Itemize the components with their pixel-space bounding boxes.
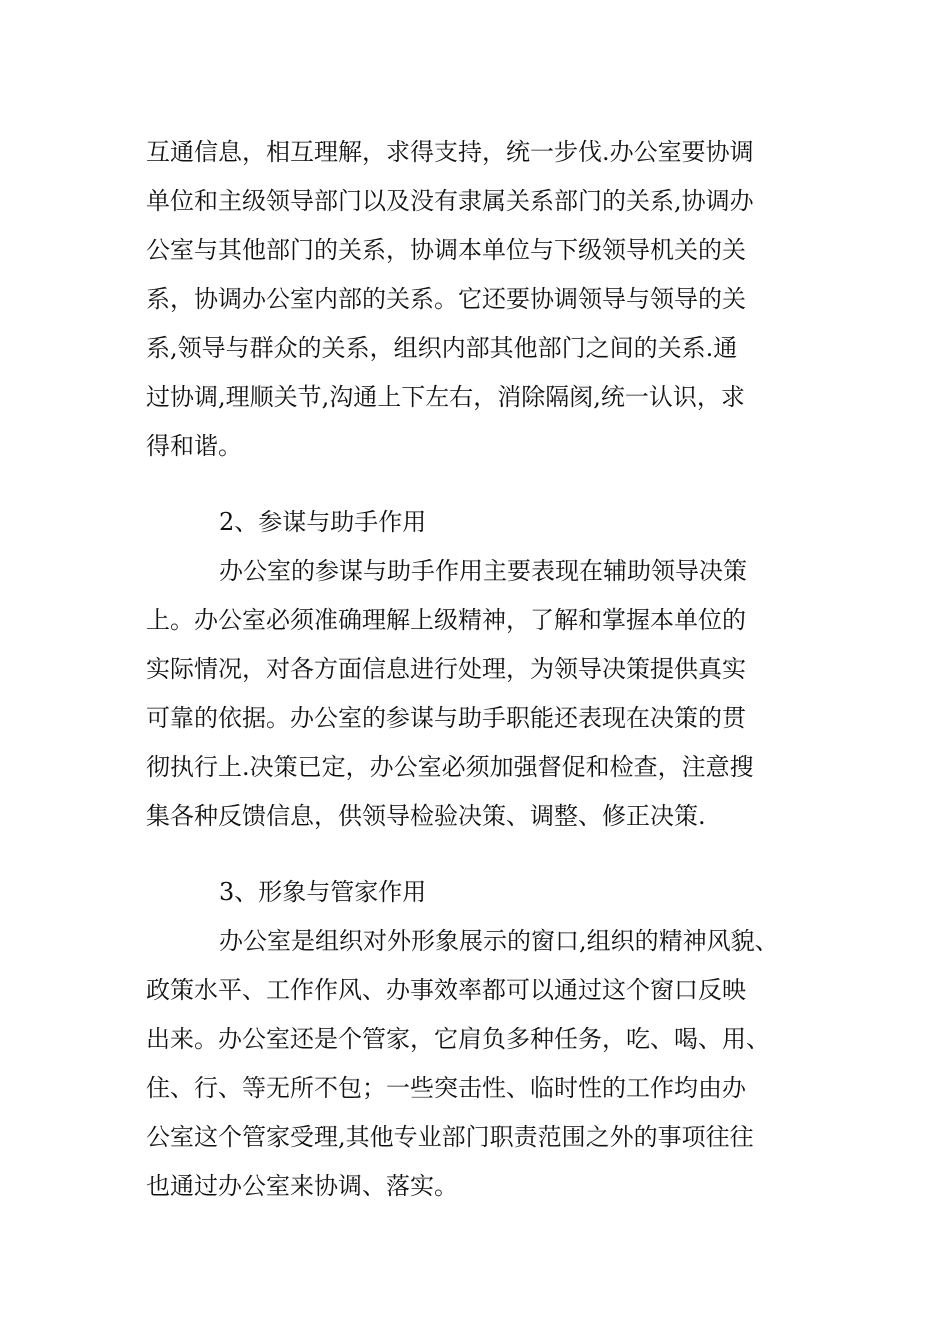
paragraph-line: 办公室的参谋与助手作用主要表现在辅助领导决策 [219,557,747,585]
paragraph-line: 住、行、等无所不包；一些突击性、临时性的工作均由办 [146,1074,746,1102]
paragraph-line: 互通信息，相互理解，求得支持，统一步伐.办公室要协调 [146,138,754,166]
paragraph-line: 出来。办公室还是个管家，它肩负多种任务，吃、喝、用、 [146,1025,770,1053]
paragraph-line: 也通过办公室来协调、落实。 [146,1172,458,1200]
paragraph-line: 公室与其他部门的关系，协调本单位与下级领导机关的关 [146,236,746,264]
paragraph-line: 办公室是组织对外形象展示的窗口,组织的精神风貌、 [219,927,779,955]
paragraph-line: 实际情况，对各方面信息进行处理，为领导决策提供真实 [146,655,746,683]
paragraph-line: 系，协调办公室内部的关系。它还要协调领导与领导的关 [146,285,746,313]
paragraph-line: 系,领导与群众的关系，组织内部其他部门之间的关系.通 [146,334,738,362]
paragraph-line: 得和谐。 [146,432,242,460]
paragraph-line: 单位和主级领导部门以及没有隶属关系部门的关系,协调办 [146,187,754,215]
section-heading: 3、形象与管家作用 [219,878,427,906]
section-heading: 2、参谋与助手作用 [219,508,427,536]
paragraph-line: 可靠的依据。办公室的参谋与助手职能还表现在决策的贯 [146,704,746,732]
paragraph-line: 政策水平、工作作风、办事效率都可以通过这个窗口反映 [146,976,746,1004]
paragraph-line: 公室这个管家受理,其他专业部门职责范围之外的事项往往 [146,1123,754,1151]
paragraph-line: 集各种反馈信息，供领导检验决策、调整、修正决策. [146,802,706,830]
paragraph-line: 过协调,理顺关节,沟通上下左右，消除隔阂,统一认识，求 [146,383,745,411]
paragraph-line: 上。办公室必须准确理解上级精神，了解和掌握本单位的 [146,606,746,634]
paragraph-line: 彻执行上.决策已定，办公室必须加强督促和检查，注意搜 [146,753,754,781]
